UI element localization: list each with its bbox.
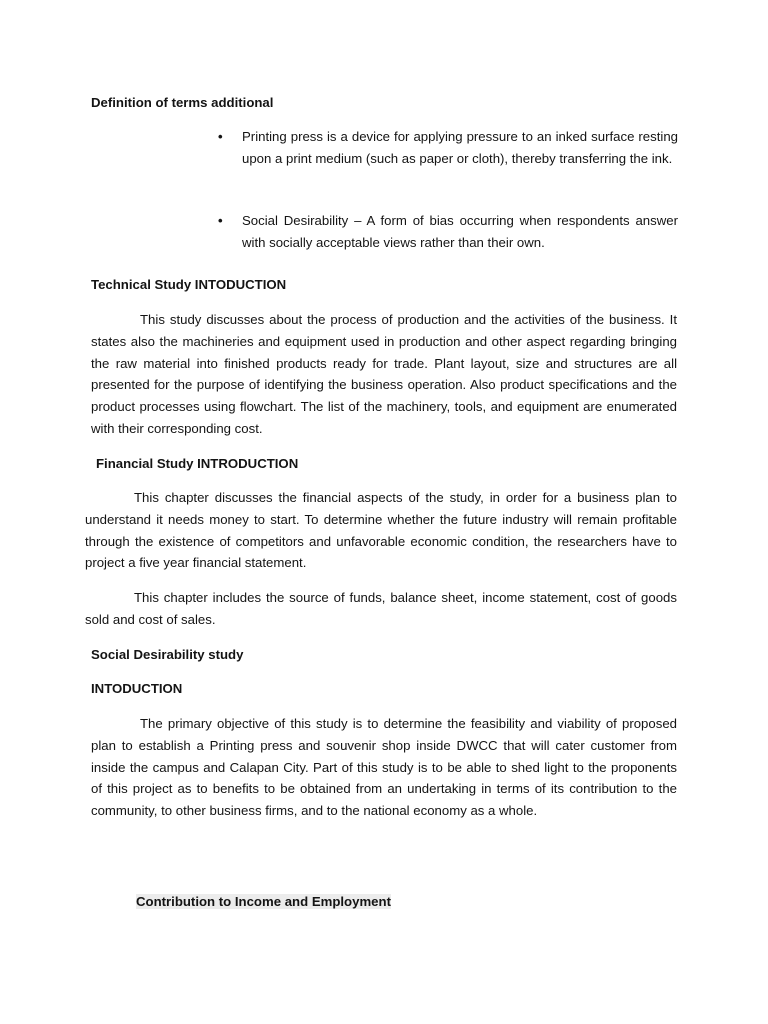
definition-item-social-desirability bbox=[218, 210, 678, 254]
contribution-heading-text: Contribution to Income and Employment bbox=[136, 894, 391, 909]
social-desirability-heading: Social Desirability study bbox=[91, 647, 244, 662]
social-desirability-paragraph: The primary objective of this study is to determine the feasibility and viability of proposed plan to establish a Printing press and souvenir shop inside DWCC that will cater customer from inside the campus and Calapan City. Part of this study is to be able to shed light to the proponents of this project as to benefits to be obtained from an undertaking in terms of its contribution to the community, to other business firms, and to the national economy as a whole. bbox=[91, 716, 677, 819]
definition-text: Printing press is a device for applying pressure to an inked surface resting upon a print medium (such as paper or cloth), thereby transferring the ink. bbox=[242, 129, 678, 166]
bullet-icon: • bbox=[218, 129, 223, 144]
bullet-icon: • bbox=[218, 213, 223, 228]
technical-study-paragraph: This study discusses about the process of production and the activities of the business. It states also the machineries and equipment used in production and other aspect regarding bringing the raw material into finished products ready for trade. Plant layout, size and structures are all presented for the purpose of identifying the business operation. Also product specifications and the product processes using flowchart. The list of the machinery, tools, and equipment are enumerated with their corresponding cost. bbox=[91, 312, 677, 436]
technical-study-heading: Technical Study INTODUCTION bbox=[91, 277, 287, 292]
financial-study-heading: Financial Study INTRODUCTION bbox=[96, 456, 299, 471]
definitions-heading: Definition of terms additional bbox=[91, 95, 274, 110]
financial-study-paragraph-2: This chapter includes the source of funds, balance sheet, income statement, cost of goods sold and cost of sales. bbox=[85, 590, 677, 627]
financial-study-paragraph-1: This chapter discusses the financial aspects of the study, in order for a business plan to understand it needs money to start. To determine whether the future industry will remain profitable through the existence of competitors and unfavorable economic condition, the researchers have to project a five year financial statement. bbox=[85, 490, 677, 571]
definition-text: Social Desirability – A form of bias occurring when respondents answer with socially acceptable views rather than their own. bbox=[242, 213, 678, 250]
social-desirability-subheading: INTODUCTION bbox=[91, 681, 183, 696]
contribution-heading bbox=[136, 891, 391, 913]
definition-item-printing-press bbox=[218, 126, 678, 170]
